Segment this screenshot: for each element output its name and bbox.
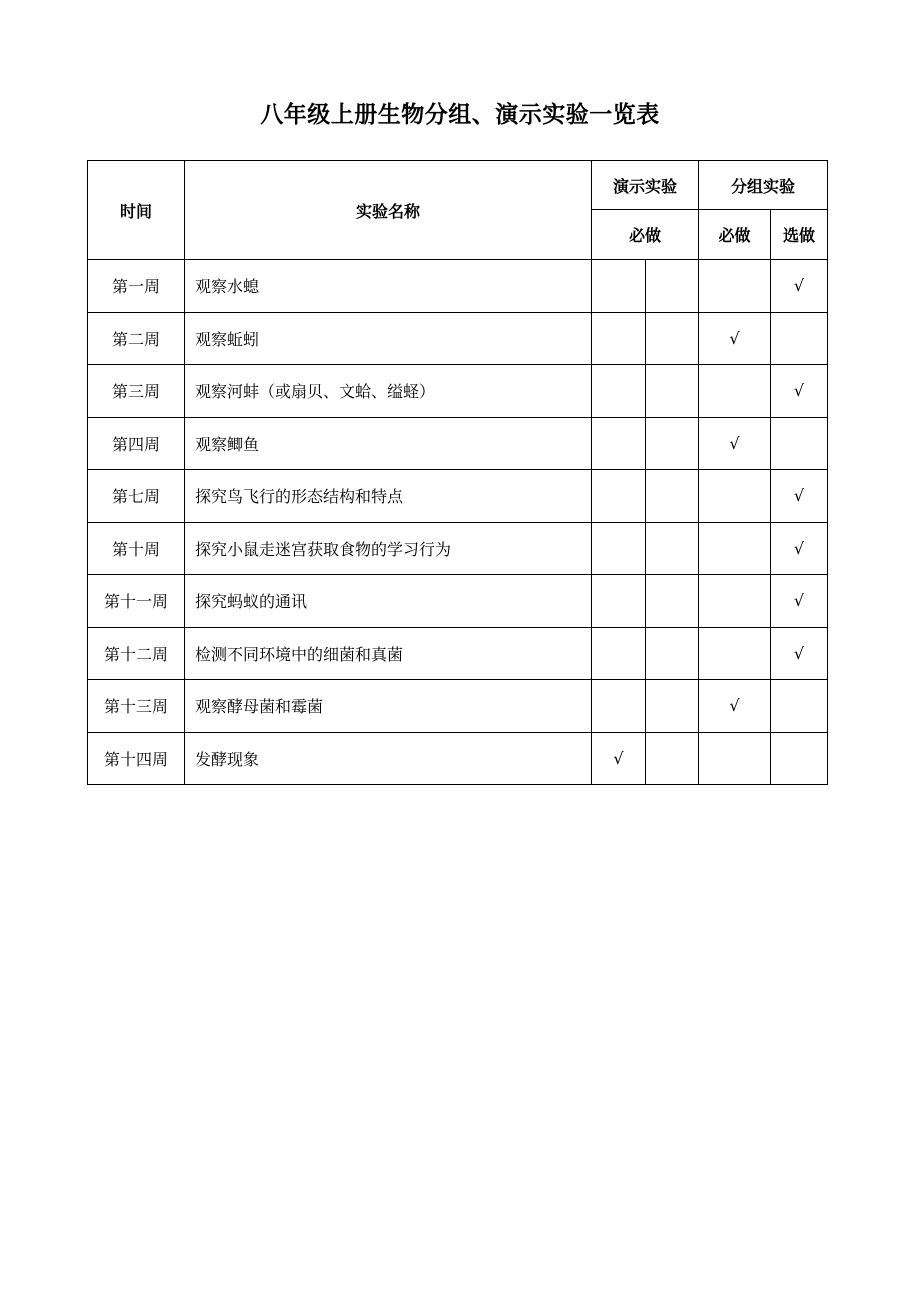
group-required-mark (699, 732, 771, 785)
group-optional-mark: √ (771, 522, 828, 575)
week-cell: 第七周 (88, 470, 185, 523)
group-optional-mark (771, 732, 828, 785)
demo-required-mark (592, 470, 646, 523)
header-group-required: 必做 (699, 210, 771, 260)
table-row (88, 470, 828, 523)
group-required-mark (699, 470, 771, 523)
week-cell: 第十四周 (88, 732, 185, 785)
demo-required-mark (592, 260, 646, 313)
demo-required-mark-2 (646, 260, 699, 313)
demo-required-mark (592, 680, 646, 733)
week-cell: 第十周 (88, 522, 185, 575)
group-optional-mark: √ (771, 260, 828, 313)
week-cell: 第十一周 (88, 575, 185, 628)
header-time: 时间 (88, 161, 185, 260)
demo-required-mark (592, 312, 646, 365)
group-required-mark: √ (699, 312, 771, 365)
week-cell: 第二周 (88, 312, 185, 365)
group-optional-mark: √ (771, 470, 828, 523)
group-required-mark: √ (699, 680, 771, 733)
week-cell: 第一周 (88, 260, 185, 313)
demo-required-mark-2 (646, 417, 699, 470)
header-demo-required: 必做 (592, 210, 699, 260)
table-row (88, 365, 828, 418)
group-optional-mark (771, 680, 828, 733)
table-row (88, 575, 828, 628)
week-cell: 第十三周 (88, 680, 185, 733)
group-required-mark (699, 522, 771, 575)
header-group-experiment: 分组实验 (699, 161, 828, 210)
header-demo-experiment: 演示实验 (592, 161, 699, 210)
experiment-name-cell: 观察水螅 (185, 260, 592, 313)
group-optional-mark: √ (771, 365, 828, 418)
demo-required-mark-2 (646, 575, 699, 628)
table-row (88, 680, 828, 733)
experiment-name-cell: 探究鸟飞行的形态结构和特点 (185, 470, 592, 523)
table-row (88, 522, 828, 575)
demo-required-mark (592, 522, 646, 575)
table-row (88, 260, 828, 313)
experiment-name-cell: 观察河蚌（或扇贝、文蛤、缢蛏） (185, 365, 592, 418)
group-required-mark (699, 627, 771, 680)
group-optional-mark: √ (771, 575, 828, 628)
demo-required-mark-2 (646, 680, 699, 733)
demo-required-mark (592, 365, 646, 418)
experiment-name-cell: 探究蚂蚁的通讯 (185, 575, 592, 628)
group-optional-mark (771, 417, 828, 470)
demo-required-mark: √ (592, 732, 646, 785)
header-row-top (88, 161, 828, 210)
week-cell: 第四周 (88, 417, 185, 470)
table-row (88, 627, 828, 680)
demo-required-mark-2 (646, 627, 699, 680)
demo-required-mark (592, 627, 646, 680)
week-cell: 第三周 (88, 365, 185, 418)
header-group-optional: 选做 (771, 210, 828, 260)
table-row (88, 732, 828, 785)
table-row (88, 312, 828, 365)
group-optional-mark (771, 312, 828, 365)
group-required-mark: √ (699, 417, 771, 470)
demo-required-mark (592, 575, 646, 628)
demo-required-mark-2 (646, 470, 699, 523)
table-row (88, 417, 828, 470)
experiment-name-cell: 发酵现象 (185, 732, 592, 785)
group-required-mark (699, 365, 771, 418)
header-experiment-name: 实验名称 (185, 161, 592, 260)
group-required-mark (699, 260, 771, 313)
experiment-name-cell: 探究小鼠走迷宫获取食物的学习行为 (185, 522, 592, 575)
demo-required-mark (592, 417, 646, 470)
experiment-name-cell: 观察鲫鱼 (185, 417, 592, 470)
group-required-mark (699, 575, 771, 628)
demo-required-mark-2 (646, 312, 699, 365)
experiment-name-cell: 观察酵母菌和霉菌 (185, 680, 592, 733)
experiment-name-cell: 检测不同环境中的细菌和真菌 (185, 627, 592, 680)
group-optional-mark: √ (771, 627, 828, 680)
demo-required-mark-2 (646, 732, 699, 785)
demo-required-mark-2 (646, 522, 699, 575)
experiment-name-cell: 观察蚯蚓 (185, 312, 592, 365)
demo-required-mark-2 (646, 365, 699, 418)
week-cell: 第十二周 (88, 627, 185, 680)
experiment-table (87, 160, 828, 785)
page-title: 八年级上册生物分组、演示实验一览表 (260, 102, 660, 128)
